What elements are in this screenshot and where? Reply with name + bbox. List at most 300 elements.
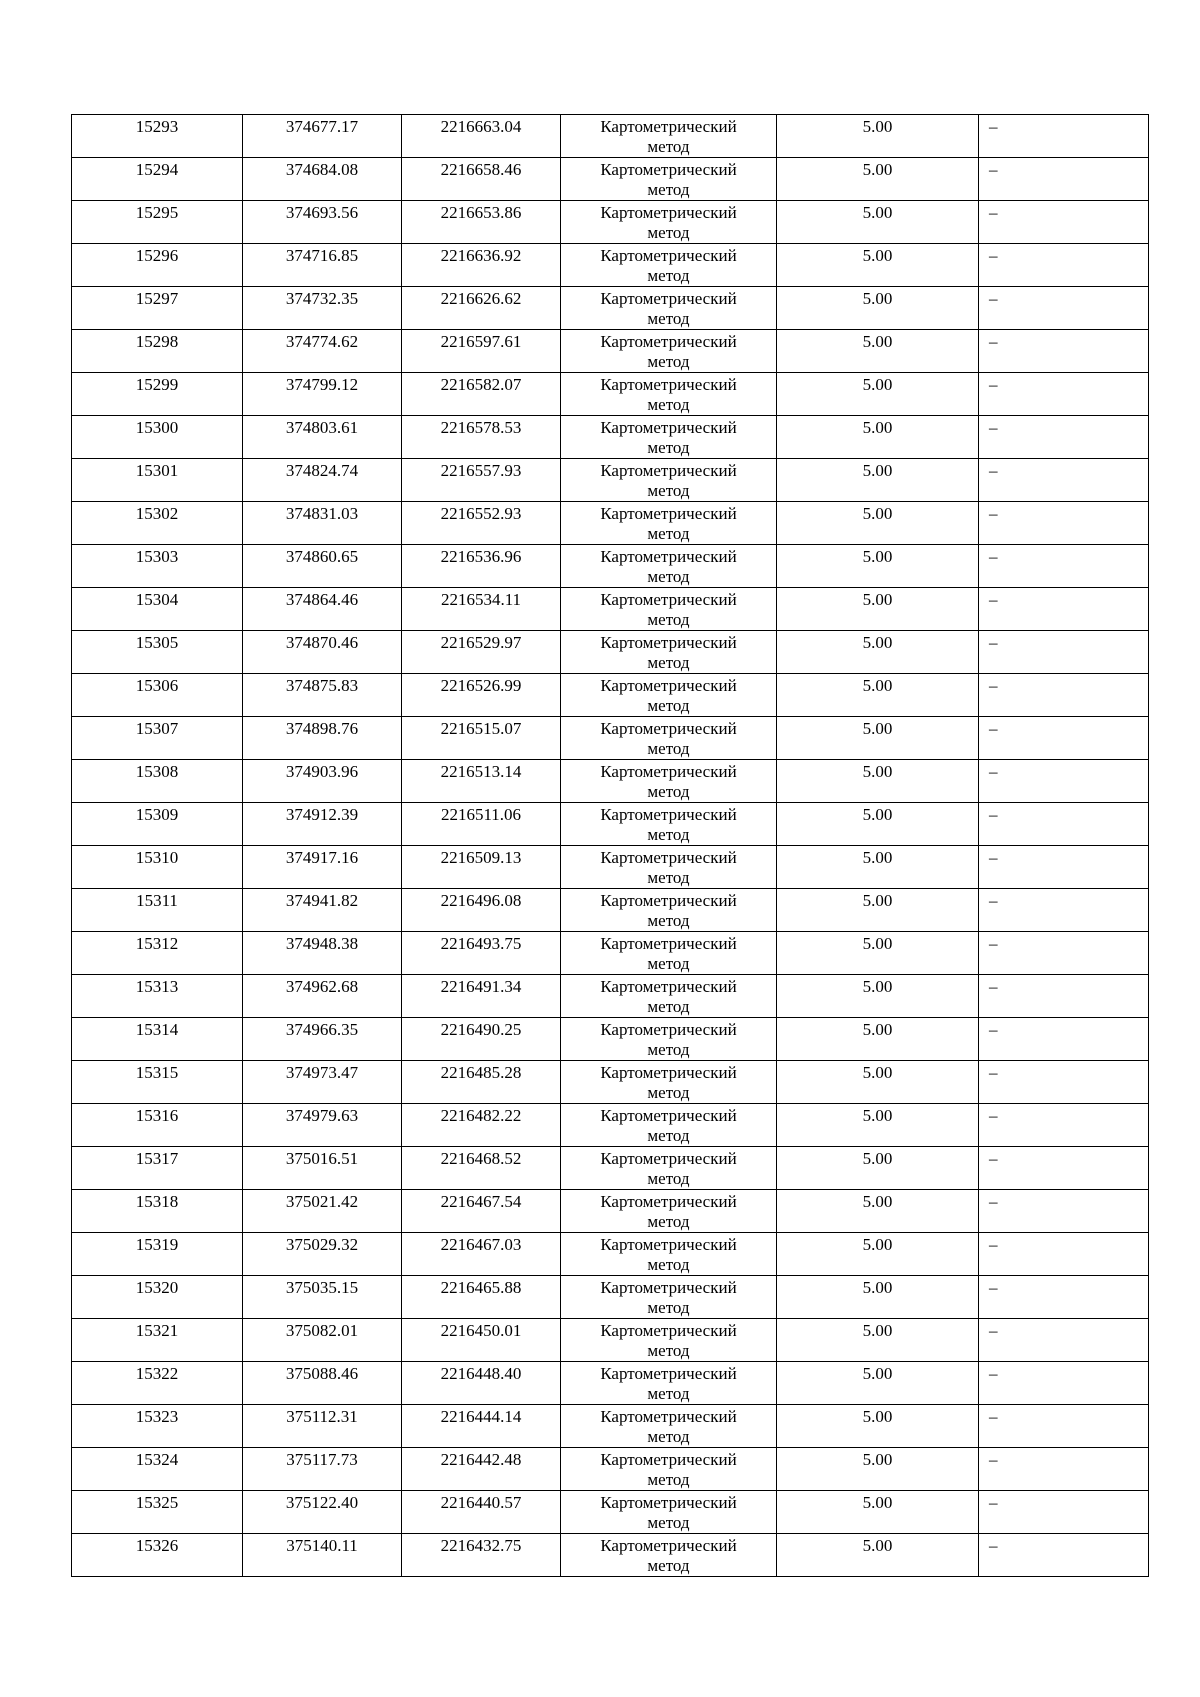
note-text: –: [989, 1020, 998, 1039]
y-coordinate-cell: [402, 545, 561, 588]
note-cell: [979, 588, 1149, 631]
accuracy-cell: [777, 674, 979, 717]
y-coordinate-cell: [402, 760, 561, 803]
accuracy-cell: [777, 631, 979, 674]
accuracy-text: 5.00: [862, 461, 893, 480]
x-coordinate-cell: [243, 803, 402, 846]
method-label-continued: метод: [647, 1255, 690, 1274]
x-coordinate-text: 374860.65: [285, 547, 359, 566]
note-text: –: [989, 504, 998, 523]
accuracy-text: 5.00: [862, 676, 893, 695]
note-text: –: [989, 375, 998, 394]
x-coordinate-text: 375140.11: [286, 1536, 358, 1555]
accuracy-cell: [777, 1147, 979, 1190]
y-coordinate-text: 2216467.54: [440, 1192, 522, 1211]
method-label-continued: метод: [647, 696, 690, 715]
point-number-cell: [72, 1018, 243, 1061]
method-label-continued: метод: [647, 1126, 690, 1145]
accuracy-text: 5.00: [862, 934, 893, 953]
method-label-continued: метод: [647, 1470, 690, 1489]
point-number-text: 15318: [135, 1192, 179, 1211]
x-coordinate-cell: [243, 674, 402, 717]
x-coordinate-cell: [243, 631, 402, 674]
accuracy-text: 5.00: [862, 719, 893, 738]
y-coordinate-cell: [402, 588, 561, 631]
y-coordinate-text: 2216534.11: [440, 590, 522, 609]
method-cell: [561, 1405, 777, 1448]
x-coordinate-cell: [243, 1061, 402, 1104]
note-cell: [979, 932, 1149, 975]
y-coordinate-cell: [402, 1276, 561, 1319]
table-row: [72, 1534, 1149, 1577]
method-cell: [561, 373, 777, 416]
point-number-cell: [72, 115, 243, 158]
point-number-text: 15294: [135, 160, 179, 179]
note-text: –: [989, 977, 998, 996]
note-text: –: [989, 1536, 998, 1555]
note-cell: [979, 717, 1149, 760]
x-coordinate-cell: [243, 1534, 402, 1577]
point-number-text: 15325: [135, 1493, 179, 1512]
x-coordinate-cell: [243, 1190, 402, 1233]
y-coordinate-cell: [402, 889, 561, 932]
y-coordinate-cell: [402, 1491, 561, 1534]
accuracy-cell: [777, 287, 979, 330]
accuracy-cell: [777, 1233, 979, 1276]
method-cell: [561, 416, 777, 459]
accuracy-text: 5.00: [862, 1235, 893, 1254]
point-number-cell: [72, 631, 243, 674]
method-label: Картометрический: [600, 117, 737, 136]
point-number-text: 15319: [135, 1235, 179, 1254]
y-coordinate-text: 2216482.22: [440, 1106, 522, 1125]
method-cell: [561, 1104, 777, 1147]
y-coordinate-cell: [402, 1233, 561, 1276]
accuracy-cell: [777, 1190, 979, 1233]
method-label-continued: метод: [647, 567, 690, 586]
method-cell: [561, 1147, 777, 1190]
note-text: –: [989, 289, 998, 308]
accuracy-cell: [777, 1319, 979, 1362]
table-row: [72, 846, 1149, 889]
method-label-continued: метод: [647, 137, 690, 156]
method-label-continued: метод: [647, 911, 690, 930]
method-label: Картометрический: [600, 1493, 737, 1512]
accuracy-cell: [777, 1491, 979, 1534]
note-cell: [979, 889, 1149, 932]
note-text: –: [989, 1364, 998, 1383]
method-label-continued: метод: [647, 180, 690, 199]
note-cell: [979, 158, 1149, 201]
point-number-text: 15311: [136, 891, 178, 910]
note-cell: [979, 1405, 1149, 1448]
y-coordinate-text: 2216432.75: [440, 1536, 522, 1555]
method-label: Картометрический: [600, 977, 737, 996]
point-number-text: 15317: [135, 1149, 179, 1168]
accuracy-cell: [777, 1104, 979, 1147]
point-number-text: 15320: [135, 1278, 179, 1297]
x-coordinate-cell: [243, 1104, 402, 1147]
x-coordinate-cell: [243, 1491, 402, 1534]
accuracy-cell: [777, 1061, 979, 1104]
point-number-cell: [72, 502, 243, 545]
x-coordinate-cell: [243, 545, 402, 588]
point-number-cell: [72, 717, 243, 760]
point-number-cell: [72, 545, 243, 588]
point-number-cell: [72, 1061, 243, 1104]
note-cell: [979, 1276, 1149, 1319]
note-text: –: [989, 848, 998, 867]
y-coordinate-cell: [402, 158, 561, 201]
accuracy-cell: [777, 760, 979, 803]
note-cell: [979, 846, 1149, 889]
method-cell: [561, 717, 777, 760]
x-coordinate-text: 375117.73: [286, 1450, 358, 1469]
note-text: –: [989, 1063, 998, 1082]
method-label: Картометрический: [600, 1235, 737, 1254]
method-label: Картометрический: [600, 762, 737, 781]
method-cell: [561, 1018, 777, 1061]
y-coordinate-cell: [402, 416, 561, 459]
accuracy-text: 5.00: [862, 375, 893, 394]
point-number-cell: [72, 1362, 243, 1405]
point-number-text: 15298: [135, 332, 179, 351]
point-number-text: 15300: [135, 418, 179, 437]
x-coordinate-cell: [243, 201, 402, 244]
y-coordinate-cell: [402, 803, 561, 846]
point-number-cell: [72, 287, 243, 330]
accuracy-text: 5.00: [862, 891, 893, 910]
note-cell: [979, 416, 1149, 459]
point-number-cell: [72, 1319, 243, 1362]
table-row: [72, 502, 1149, 545]
method-label: Картометрический: [600, 1321, 737, 1340]
y-coordinate-cell: [402, 1405, 561, 1448]
x-coordinate-cell: [243, 502, 402, 545]
accuracy-text: 5.00: [862, 547, 893, 566]
accuracy-cell: [777, 932, 979, 975]
method-cell: [561, 1061, 777, 1104]
table-row: [72, 1233, 1149, 1276]
note-text: –: [989, 547, 998, 566]
method-label-continued: метод: [647, 352, 690, 371]
accuracy-text: 5.00: [862, 418, 893, 437]
y-coordinate-text: 2216557.93: [440, 461, 522, 480]
note-text: –: [989, 934, 998, 953]
x-coordinate-text: 374979.63: [285, 1106, 359, 1125]
x-coordinate-text: 375122.40: [285, 1493, 359, 1512]
accuracy-text: 5.00: [862, 117, 893, 136]
x-coordinate-text: 374716.85: [285, 246, 359, 265]
method-label: Картометрический: [600, 1407, 737, 1426]
x-coordinate-cell: [243, 846, 402, 889]
method-label-continued: метод: [647, 1427, 690, 1446]
x-coordinate-text: 374917.16: [285, 848, 359, 867]
accuracy-text: 5.00: [862, 289, 893, 308]
accuracy-text: 5.00: [862, 848, 893, 867]
table-row: [72, 416, 1149, 459]
table-row: [72, 932, 1149, 975]
note-text: –: [989, 1407, 998, 1426]
method-label: Картометрический: [600, 289, 737, 308]
method-cell: [561, 1362, 777, 1405]
x-coordinate-text: 374864.46: [285, 590, 359, 609]
point-number-cell: [72, 330, 243, 373]
x-coordinate-text: 374803.61: [285, 418, 359, 437]
method-label: Картометрический: [600, 461, 737, 480]
method-label: Картометрический: [600, 332, 737, 351]
note-cell: [979, 1061, 1149, 1104]
x-coordinate-cell: [243, 1233, 402, 1276]
x-coordinate-text: 374831.03: [285, 504, 359, 523]
y-coordinate-cell: [402, 287, 561, 330]
x-coordinate-cell: [243, 1319, 402, 1362]
y-coordinate-text: 2216467.03: [440, 1235, 522, 1254]
point-number-text: 15310: [135, 848, 179, 867]
method-cell: [561, 889, 777, 932]
note-cell: [979, 1018, 1149, 1061]
point-number-cell: [72, 975, 243, 1018]
x-coordinate-text: 374941.82: [285, 891, 359, 910]
accuracy-text: 5.00: [862, 805, 893, 824]
table-row: [72, 373, 1149, 416]
x-coordinate-text: 374912.39: [285, 805, 359, 824]
point-number-cell: [72, 373, 243, 416]
x-coordinate-cell: [243, 1147, 402, 1190]
x-coordinate-text: 375016.51: [285, 1149, 359, 1168]
y-coordinate-cell: [402, 1147, 561, 1190]
method-label: Картометрический: [600, 633, 737, 652]
point-number-cell: [72, 1276, 243, 1319]
point-number-cell: [72, 588, 243, 631]
note-cell: [979, 1104, 1149, 1147]
table-row: [72, 545, 1149, 588]
method-cell: [561, 760, 777, 803]
accuracy-cell: [777, 459, 979, 502]
y-coordinate-text: 2216536.96: [440, 547, 522, 566]
table-row: [72, 244, 1149, 287]
accuracy-text: 5.00: [862, 590, 893, 609]
x-coordinate-cell: [243, 244, 402, 287]
point-number-text: 15301: [135, 461, 179, 480]
accuracy-cell: [777, 545, 979, 588]
accuracy-text: 5.00: [862, 762, 893, 781]
point-number-cell: [72, 1491, 243, 1534]
x-coordinate-text: 375035.15: [285, 1278, 359, 1297]
method-label-continued: метод: [647, 223, 690, 242]
y-coordinate-cell: [402, 1319, 561, 1362]
note-text: –: [989, 1106, 998, 1125]
accuracy-cell: [777, 201, 979, 244]
x-coordinate-text: 375021.42: [285, 1192, 359, 1211]
x-coordinate-cell: [243, 889, 402, 932]
table-row: [72, 717, 1149, 760]
method-label-continued: метод: [647, 1169, 690, 1188]
y-coordinate-text: 2216552.93: [440, 504, 522, 523]
note-cell: [979, 201, 1149, 244]
method-cell: [561, 502, 777, 545]
point-number-text: 15309: [135, 805, 179, 824]
method-label: Картометрический: [600, 805, 737, 824]
x-coordinate-cell: [243, 975, 402, 1018]
y-coordinate-cell: [402, 1061, 561, 1104]
point-number-cell: [72, 1104, 243, 1147]
table-row: [72, 459, 1149, 502]
table-row: [72, 1061, 1149, 1104]
point-number-text: 15315: [135, 1063, 179, 1082]
y-coordinate-text: 2216442.48: [440, 1450, 522, 1469]
accuracy-text: 5.00: [862, 977, 893, 996]
accuracy-text: 5.00: [862, 332, 893, 351]
method-label-continued: метод: [647, 825, 690, 844]
point-number-cell: [72, 158, 243, 201]
point-number-text: 15302: [135, 504, 179, 523]
y-coordinate-text: 2216465.88: [440, 1278, 522, 1297]
note-cell: [979, 631, 1149, 674]
y-coordinate-cell: [402, 373, 561, 416]
method-label-continued: метод: [647, 739, 690, 758]
point-number-cell: [72, 1190, 243, 1233]
y-coordinate-text: 2216529.97: [440, 633, 522, 652]
x-coordinate-text: 374903.96: [285, 762, 359, 781]
x-coordinate-cell: [243, 416, 402, 459]
table-row: [72, 1147, 1149, 1190]
point-number-cell: [72, 932, 243, 975]
method-cell: [561, 459, 777, 502]
point-number-text: 15316: [135, 1106, 179, 1125]
method-cell: [561, 244, 777, 287]
y-coordinate-cell: [402, 1018, 561, 1061]
y-coordinate-cell: [402, 115, 561, 158]
method-cell: [561, 330, 777, 373]
method-label: Картометрический: [600, 590, 737, 609]
x-coordinate-text: 374966.35: [285, 1020, 359, 1039]
accuracy-text: 5.00: [862, 633, 893, 652]
method-label: Картометрический: [600, 504, 737, 523]
accuracy-text: 5.00: [862, 246, 893, 265]
method-cell: [561, 115, 777, 158]
method-cell: [561, 932, 777, 975]
y-coordinate-cell: [402, 459, 561, 502]
method-cell: [561, 803, 777, 846]
note-text: –: [989, 633, 998, 652]
point-number-text: 15296: [135, 246, 179, 265]
x-coordinate-text: 374875.83: [285, 676, 359, 695]
method-label-continued: метод: [647, 1083, 690, 1102]
method-label-continued: метод: [647, 1212, 690, 1231]
note-cell: [979, 1319, 1149, 1362]
x-coordinate-text: 375088.46: [285, 1364, 359, 1383]
accuracy-cell: [777, 889, 979, 932]
table-row: [72, 201, 1149, 244]
y-coordinate-text: 2216485.28: [440, 1063, 522, 1082]
note-text: –: [989, 805, 998, 824]
note-text: –: [989, 160, 998, 179]
accuracy-cell: [777, 846, 979, 889]
point-number-text: 15295: [135, 203, 179, 222]
table-row: [72, 1491, 1149, 1534]
y-coordinate-text: 2216578.53: [440, 418, 522, 437]
y-coordinate-cell: [402, 1362, 561, 1405]
note-text: –: [989, 1450, 998, 1469]
x-coordinate-cell: [243, 330, 402, 373]
method-label-continued: метод: [647, 1341, 690, 1360]
accuracy-cell: [777, 330, 979, 373]
y-coordinate-cell: [402, 846, 561, 889]
y-coordinate-cell: [402, 1104, 561, 1147]
x-coordinate-text: 374824.74: [285, 461, 359, 480]
x-coordinate-cell: [243, 1448, 402, 1491]
point-number-cell: [72, 1534, 243, 1577]
y-coordinate-cell: [402, 932, 561, 975]
x-coordinate-text: 374870.46: [285, 633, 359, 652]
x-coordinate-text: 374898.76: [285, 719, 359, 738]
point-number-cell: [72, 244, 243, 287]
note-cell: [979, 1190, 1149, 1233]
x-coordinate-text: 374948.38: [285, 934, 359, 953]
point-number-text: 15297: [135, 289, 179, 308]
method-label-continued: метод: [647, 997, 690, 1016]
x-coordinate-text: 375112.31: [286, 1407, 358, 1426]
accuracy-text: 5.00: [862, 203, 893, 222]
method-cell: [561, 674, 777, 717]
x-coordinate-cell: [243, 1276, 402, 1319]
table-row: [72, 760, 1149, 803]
method-cell: [561, 1233, 777, 1276]
method-cell: [561, 1190, 777, 1233]
note-cell: [979, 244, 1149, 287]
table-row: [72, 1362, 1149, 1405]
y-coordinate-cell: [402, 975, 561, 1018]
note-text: –: [989, 418, 998, 437]
method-label: Картометрический: [600, 418, 737, 437]
y-coordinate-text: 2216515.07: [440, 719, 522, 738]
y-coordinate-text: 2216653.86: [440, 203, 522, 222]
accuracy-cell: [777, 803, 979, 846]
method-label: Картометрический: [600, 1536, 737, 1555]
accuracy-cell: [777, 1448, 979, 1491]
method-label-continued: метод: [647, 395, 690, 414]
method-label-continued: метод: [647, 524, 690, 543]
method-label-continued: метод: [647, 1513, 690, 1532]
y-coordinate-cell: [402, 502, 561, 545]
method-label: Картометрический: [600, 1278, 737, 1297]
method-label: Картометрический: [600, 203, 737, 222]
x-coordinate-cell: [243, 459, 402, 502]
accuracy-text: 5.00: [862, 160, 893, 179]
method-label-continued: метод: [647, 868, 690, 887]
method-label-continued: метод: [647, 653, 690, 672]
x-coordinate-text: 375082.01: [285, 1321, 359, 1340]
note-text: –: [989, 1192, 998, 1211]
accuracy-text: 5.00: [862, 1020, 893, 1039]
note-text: –: [989, 117, 998, 136]
method-cell: [561, 1448, 777, 1491]
x-coordinate-cell: [243, 287, 402, 330]
x-coordinate-text: 374732.35: [285, 289, 359, 308]
method-cell: [561, 1491, 777, 1534]
accuracy-text: 5.00: [862, 1450, 893, 1469]
x-coordinate-cell: [243, 1018, 402, 1061]
y-coordinate-text: 2216496.08: [440, 891, 522, 910]
x-coordinate-cell: [243, 588, 402, 631]
point-number-cell: [72, 1448, 243, 1491]
table-row: [72, 1319, 1149, 1362]
y-coordinate-cell: [402, 244, 561, 287]
x-coordinate-cell: [243, 373, 402, 416]
table-row: [72, 1018, 1149, 1061]
x-coordinate-cell: [243, 115, 402, 158]
